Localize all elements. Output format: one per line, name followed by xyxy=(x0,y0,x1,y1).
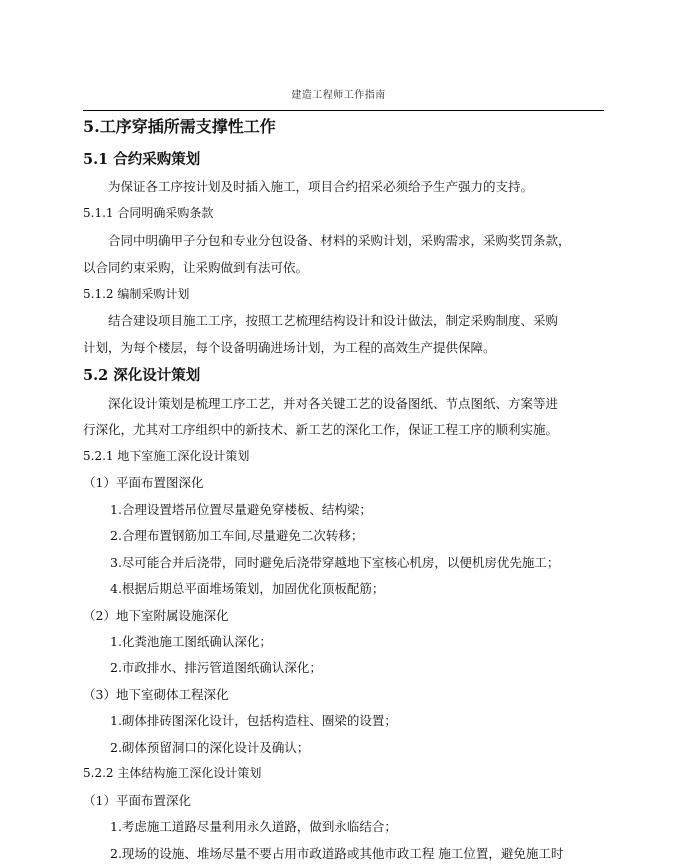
section-5-2-1-title: 5.2.1 地下室施工深化设计策划 xyxy=(83,449,250,463)
list-item: 2.砌体预留洞口的深化设计及确认； xyxy=(110,740,310,755)
paragraph-line: 行深化，尤其对工序组织中的新技术、新工艺的深化工作，保证工程工序的顺利实施。 xyxy=(83,422,559,437)
paragraph-line: 计划，为每个楼层，每个设备明确进场计划，为工程的高效生产提供保障。 xyxy=(83,340,496,355)
list-item: 1.化粪池施工图纸确认深化； xyxy=(110,634,272,649)
list-item: 2.现场的设施、堆场尽量不要占用市政道路或其他市政工程 施工位置，避免施工时 xyxy=(110,846,564,861)
paragraph-line: 以合同约束采购，让采购做到有法可依。 xyxy=(83,260,309,275)
section-5-1-2-title: 5.1.2 编制采购计划 xyxy=(83,287,190,301)
section-5-2-2-title: 5.2.2 主体结构施工深化设计策划 xyxy=(83,766,262,780)
subsection-heading: （3）地下室砌体工程深化 xyxy=(83,687,229,702)
running-header: 建造工程师工作指南 xyxy=(291,90,386,101)
paragraph-line: 深化设计策划是梳理工序工艺，并对各关键工艺的设备图纸、节点图纸、方案等进 xyxy=(108,396,559,411)
list-item: 3.尽可能合并后浇带，同时避免后浇带穿越地下室核心机房，以便机房优先施工； xyxy=(110,555,560,570)
list-item: 2.合理布置钢筋加工车间,尽量避免二次转移； xyxy=(110,528,364,543)
list-item: 2.市政排水、排污管道图纸确认深化； xyxy=(110,660,322,675)
header-divider xyxy=(83,110,604,111)
paragraph-line: 合同中明确甲子分包和专业分包设备、材料的采购计划，采购需求，采购奖罚条款， xyxy=(108,233,571,248)
paragraph-line: 结合建设项目施工工序，按照工艺梳理结构设计和设计做法，制定采购制度、采购 xyxy=(108,313,559,328)
subsection-heading: （2）地下室附属设施深化 xyxy=(83,608,229,623)
subsection-heading: （1）平面布置图深化 xyxy=(83,475,204,490)
paragraph: 为保证各工序按计划及时插入施工，项目合约招采必须给予生产强力的支持。 xyxy=(108,179,534,194)
list-item: 1.合理设置塔吊位置尽量避免穿楼板、结构梁； xyxy=(110,502,372,517)
list-item: 1.砌体排砖图深化设计，包括构造柱、圈梁的设置； xyxy=(110,713,397,728)
list-item: 1.考虑施工道路尽量利用永久道路，做到永临结合； xyxy=(110,819,397,834)
section-5-1-1-title: 5.1.1 合同明确采购条款 xyxy=(83,206,214,220)
section-5-2-title: 5.2 深化设计策划 xyxy=(83,367,201,384)
section-5-title: 5.工序穿插所需支撑性工作 xyxy=(83,117,276,136)
section-5-1-title: 5.1 合约采购策划 xyxy=(83,151,201,168)
list-item: 4.根据后期总平面堆场策划，加固优化顶板配筋； xyxy=(110,581,385,596)
subsection-heading: （1）平面布置深化 xyxy=(83,793,191,808)
